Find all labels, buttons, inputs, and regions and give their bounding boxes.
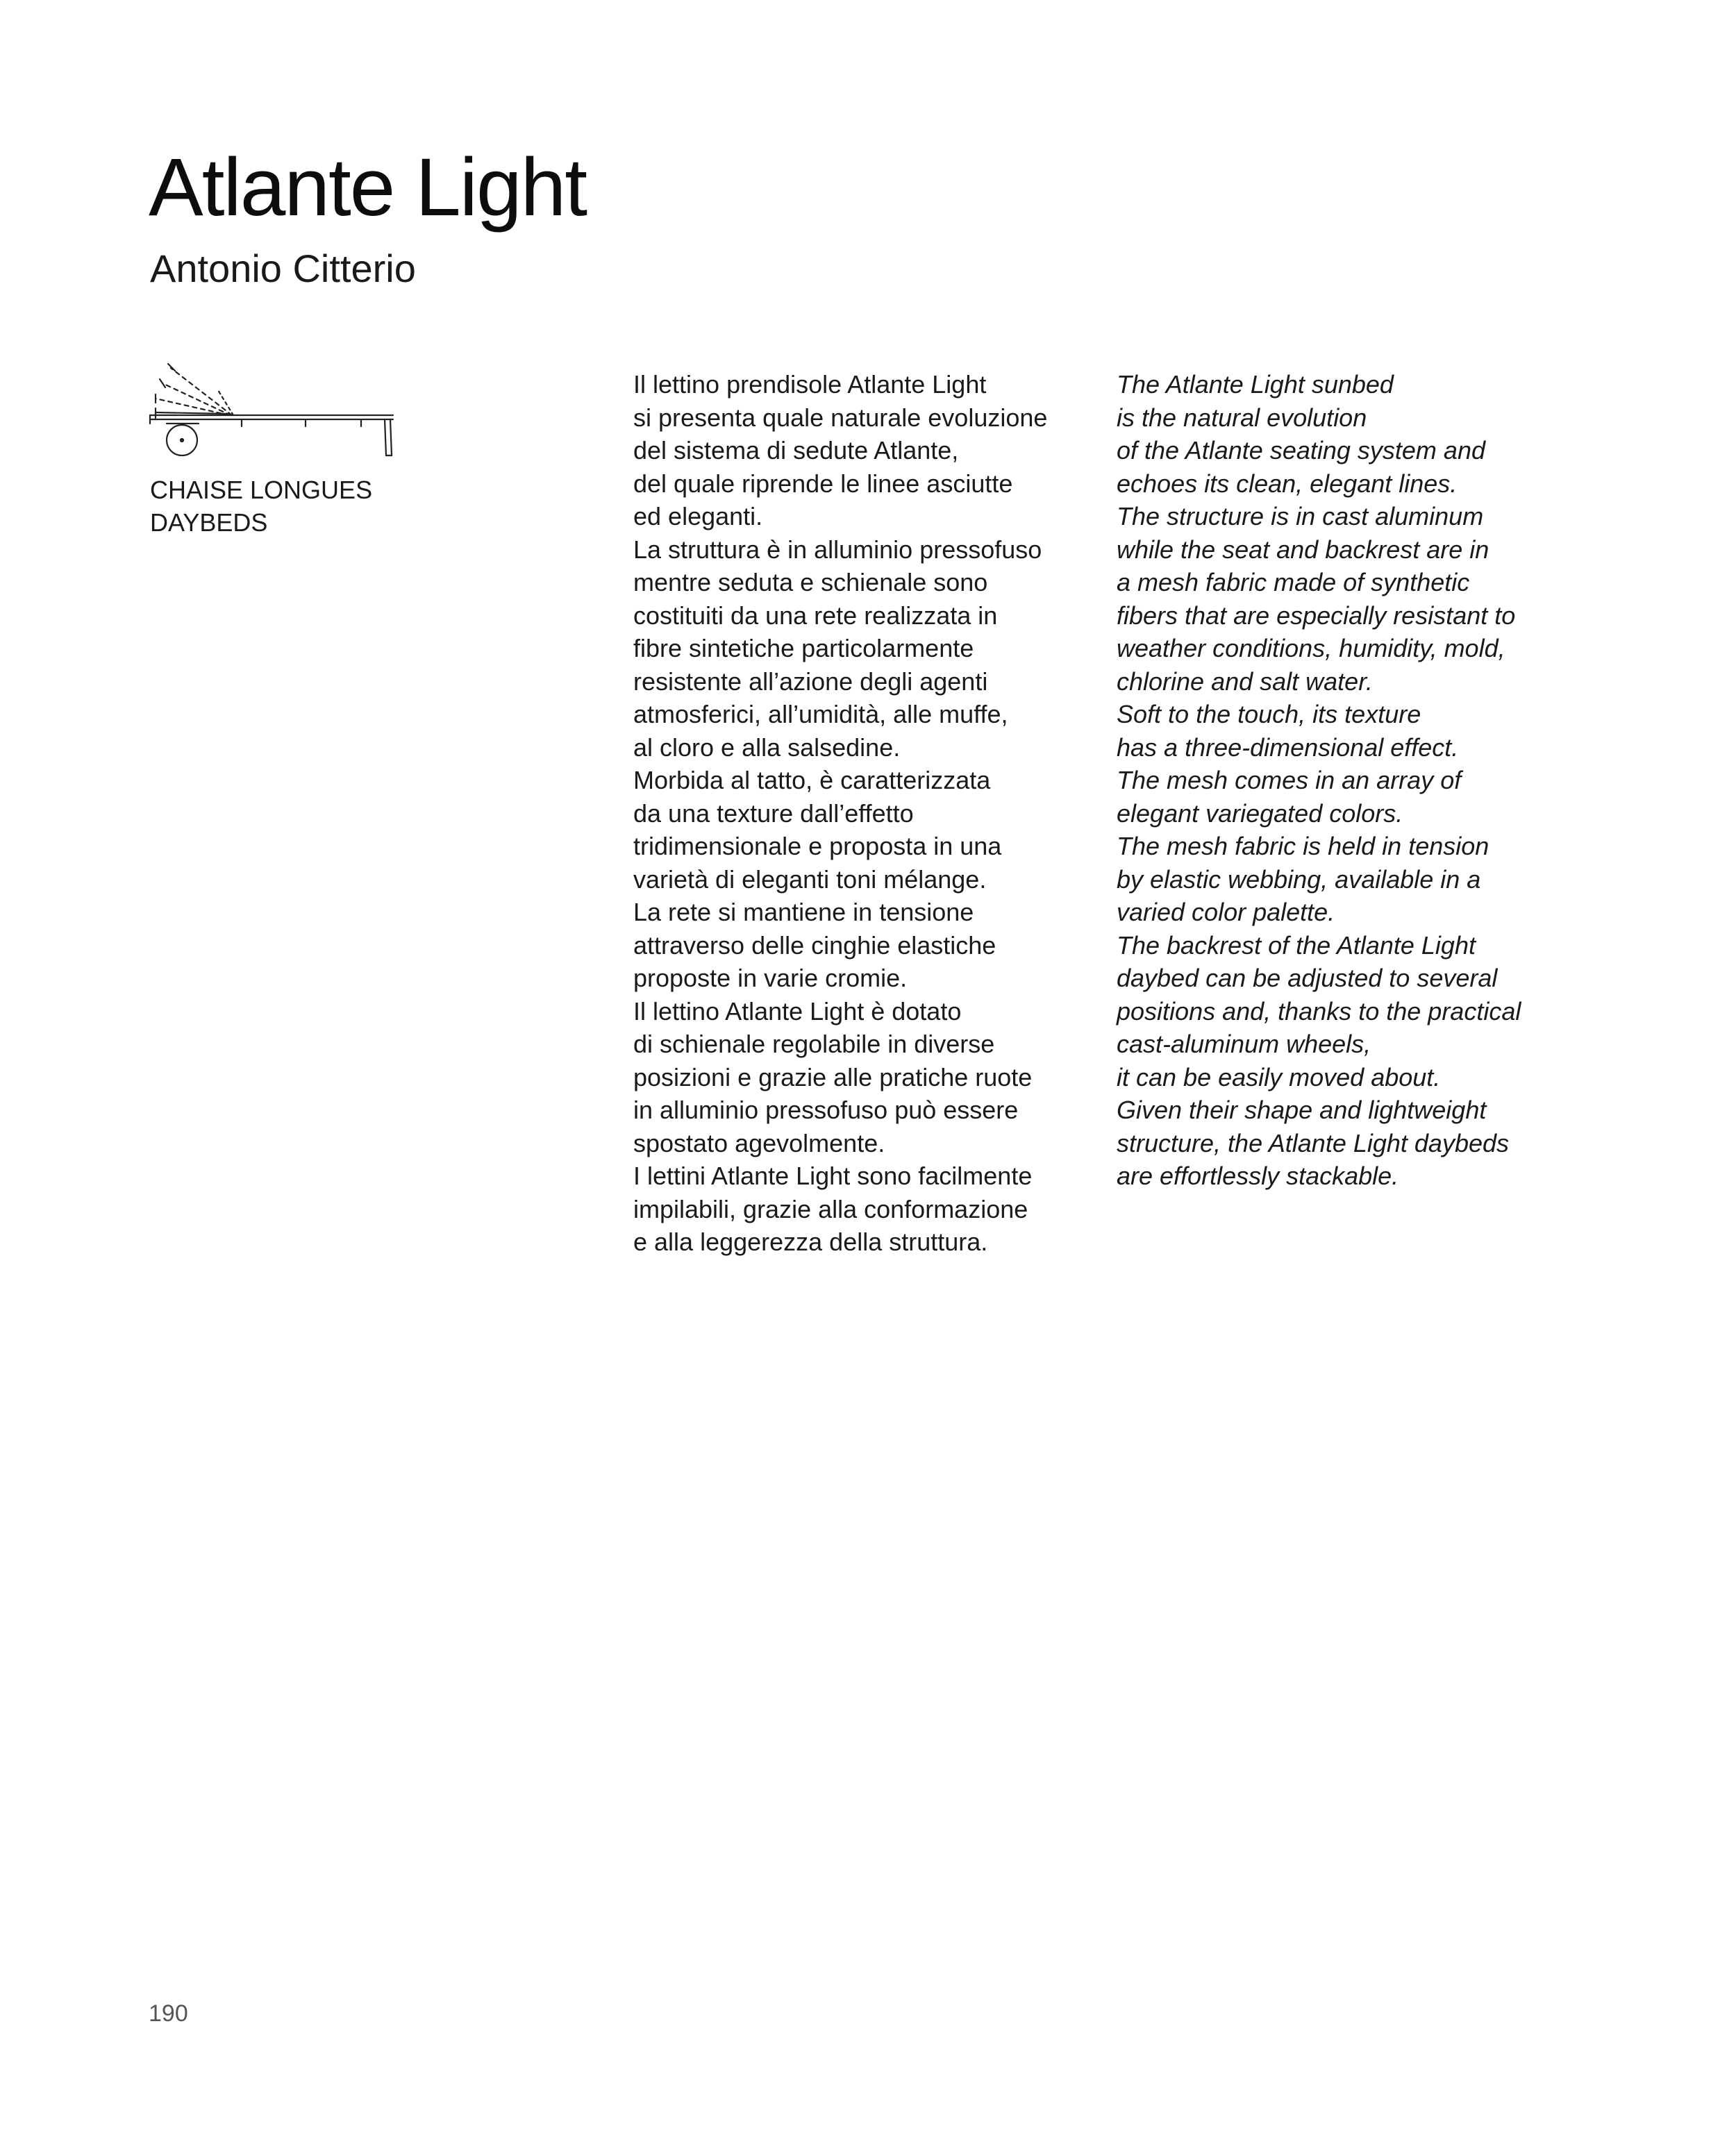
text-line: while the seat and backrest are in [1117, 535, 1489, 564]
text-line: spostato agevolmente. [633, 1128, 885, 1157]
text-line: positions and, thanks to the practical [1117, 996, 1521, 1026]
text-line: structure, the Atlante Light daybeds [1117, 1128, 1510, 1157]
text-line: attraverso delle cinghie elastiche [633, 930, 996, 960]
text-line: del sistema di sedute Atlante, [633, 436, 959, 464]
text-line: are effortlessly stackable. [1117, 1162, 1399, 1190]
text-line: si presenta quale naturale evoluzione [633, 403, 1048, 432]
text-line: it can be easily moved about. [1117, 1062, 1441, 1091]
text-line: fibre sintetiche particolarmente [633, 634, 974, 662]
text-line: varietà di eleganti toni mélange. [633, 864, 987, 894]
text-line: atmosferici, all’umidità, alle muffe, [633, 700, 1008, 728]
text-line: proposte in varie cromie. [633, 964, 908, 992]
product-title: Atlante Light [149, 142, 587, 233]
text-line: Il lettino prendisole Atlante Light [633, 370, 987, 399]
category-label: DAYBEDS [150, 508, 268, 537]
description-english [1117, 368, 1617, 1193]
text-line: The mesh comes in an array of [1117, 766, 1462, 794]
text-line: I lettini Atlante Light sono facilmente [633, 1162, 1033, 1190]
description-italian [633, 368, 1105, 1259]
designer-name: Antonio Citterio [150, 246, 416, 290]
text-line: echoes its clean, elegant lines. [1117, 469, 1458, 498]
text-line: The Atlante Light sunbed [1117, 370, 1394, 399]
text-line: impilabili, grazie alla conformazione [633, 1194, 1028, 1223]
text-line: daybed can be adjusted to several [1117, 964, 1498, 992]
text-line: del quale riprende le linee asciutte [633, 469, 1013, 498]
text-line: cast-aluminum wheels, [1117, 1030, 1371, 1058]
text-line: La struttura è in alluminio pressofuso [633, 535, 1042, 564]
text-line: of the Atlante seating system and [1117, 436, 1485, 464]
text-line: posizioni e grazie alle pratiche ruote [633, 1062, 1033, 1091]
text-line: da una texture dall’effetto [633, 798, 914, 828]
text-line: resistente all’azione degli agenti [633, 667, 988, 696]
page-number: 190 [149, 2000, 188, 2027]
text-line: tridimensionale e proposta in una [633, 832, 1002, 860]
text-line: di schienale regolabile in diverse [633, 1030, 995, 1058]
text-line: has a three-dimensional effect. [1117, 733, 1459, 762]
text-line: elegant variegated colors. [1117, 798, 1403, 828]
text-line: La rete si mantiene in tensione [633, 898, 974, 926]
text-line: Il lettino Atlante Light è dotato [633, 996, 962, 1026]
text-line: al cloro e alla salsedine. [633, 733, 901, 762]
text-line: The backrest of the Atlante Light [1117, 930, 1476, 960]
text-line: weather conditions, humidity, mold, [1117, 634, 1505, 662]
text-line: The structure is in cast aluminum [1117, 502, 1484, 530]
text-line: chlorine and salt water. [1117, 667, 1373, 696]
category-label: CHAISE LONGUES [150, 476, 373, 504]
text-line: Given their shape and lightweight [1117, 1096, 1487, 1124]
text-line: varied color palette. [1117, 898, 1335, 926]
text-line: costituiti da una rete realizzata in [633, 601, 998, 630]
text-line: fibers that are especially resistant to [1117, 601, 1516, 630]
text-line: in alluminio pressofuso può essere [633, 1096, 1019, 1124]
category-list [150, 474, 372, 539]
text-line: ed eleganti. [633, 502, 763, 530]
text-line: a mesh fabric made of synthetic [1117, 568, 1470, 596]
text-line: is the natural evolution [1117, 403, 1367, 432]
text-line: Morbida al tatto, è caratterizzata [633, 766, 991, 794]
text-line: by elastic webbing, available in a [1117, 864, 1481, 894]
text-line: e alla leggerezza della struttura. [633, 1228, 988, 1256]
text-line: mentre seduta e schienale sono [633, 568, 988, 596]
text-line: Soft to the touch, its texture [1117, 700, 1421, 728]
text-line: The mesh fabric is held in tension [1117, 832, 1489, 860]
chaise-longue-outline-icon [146, 358, 396, 462]
